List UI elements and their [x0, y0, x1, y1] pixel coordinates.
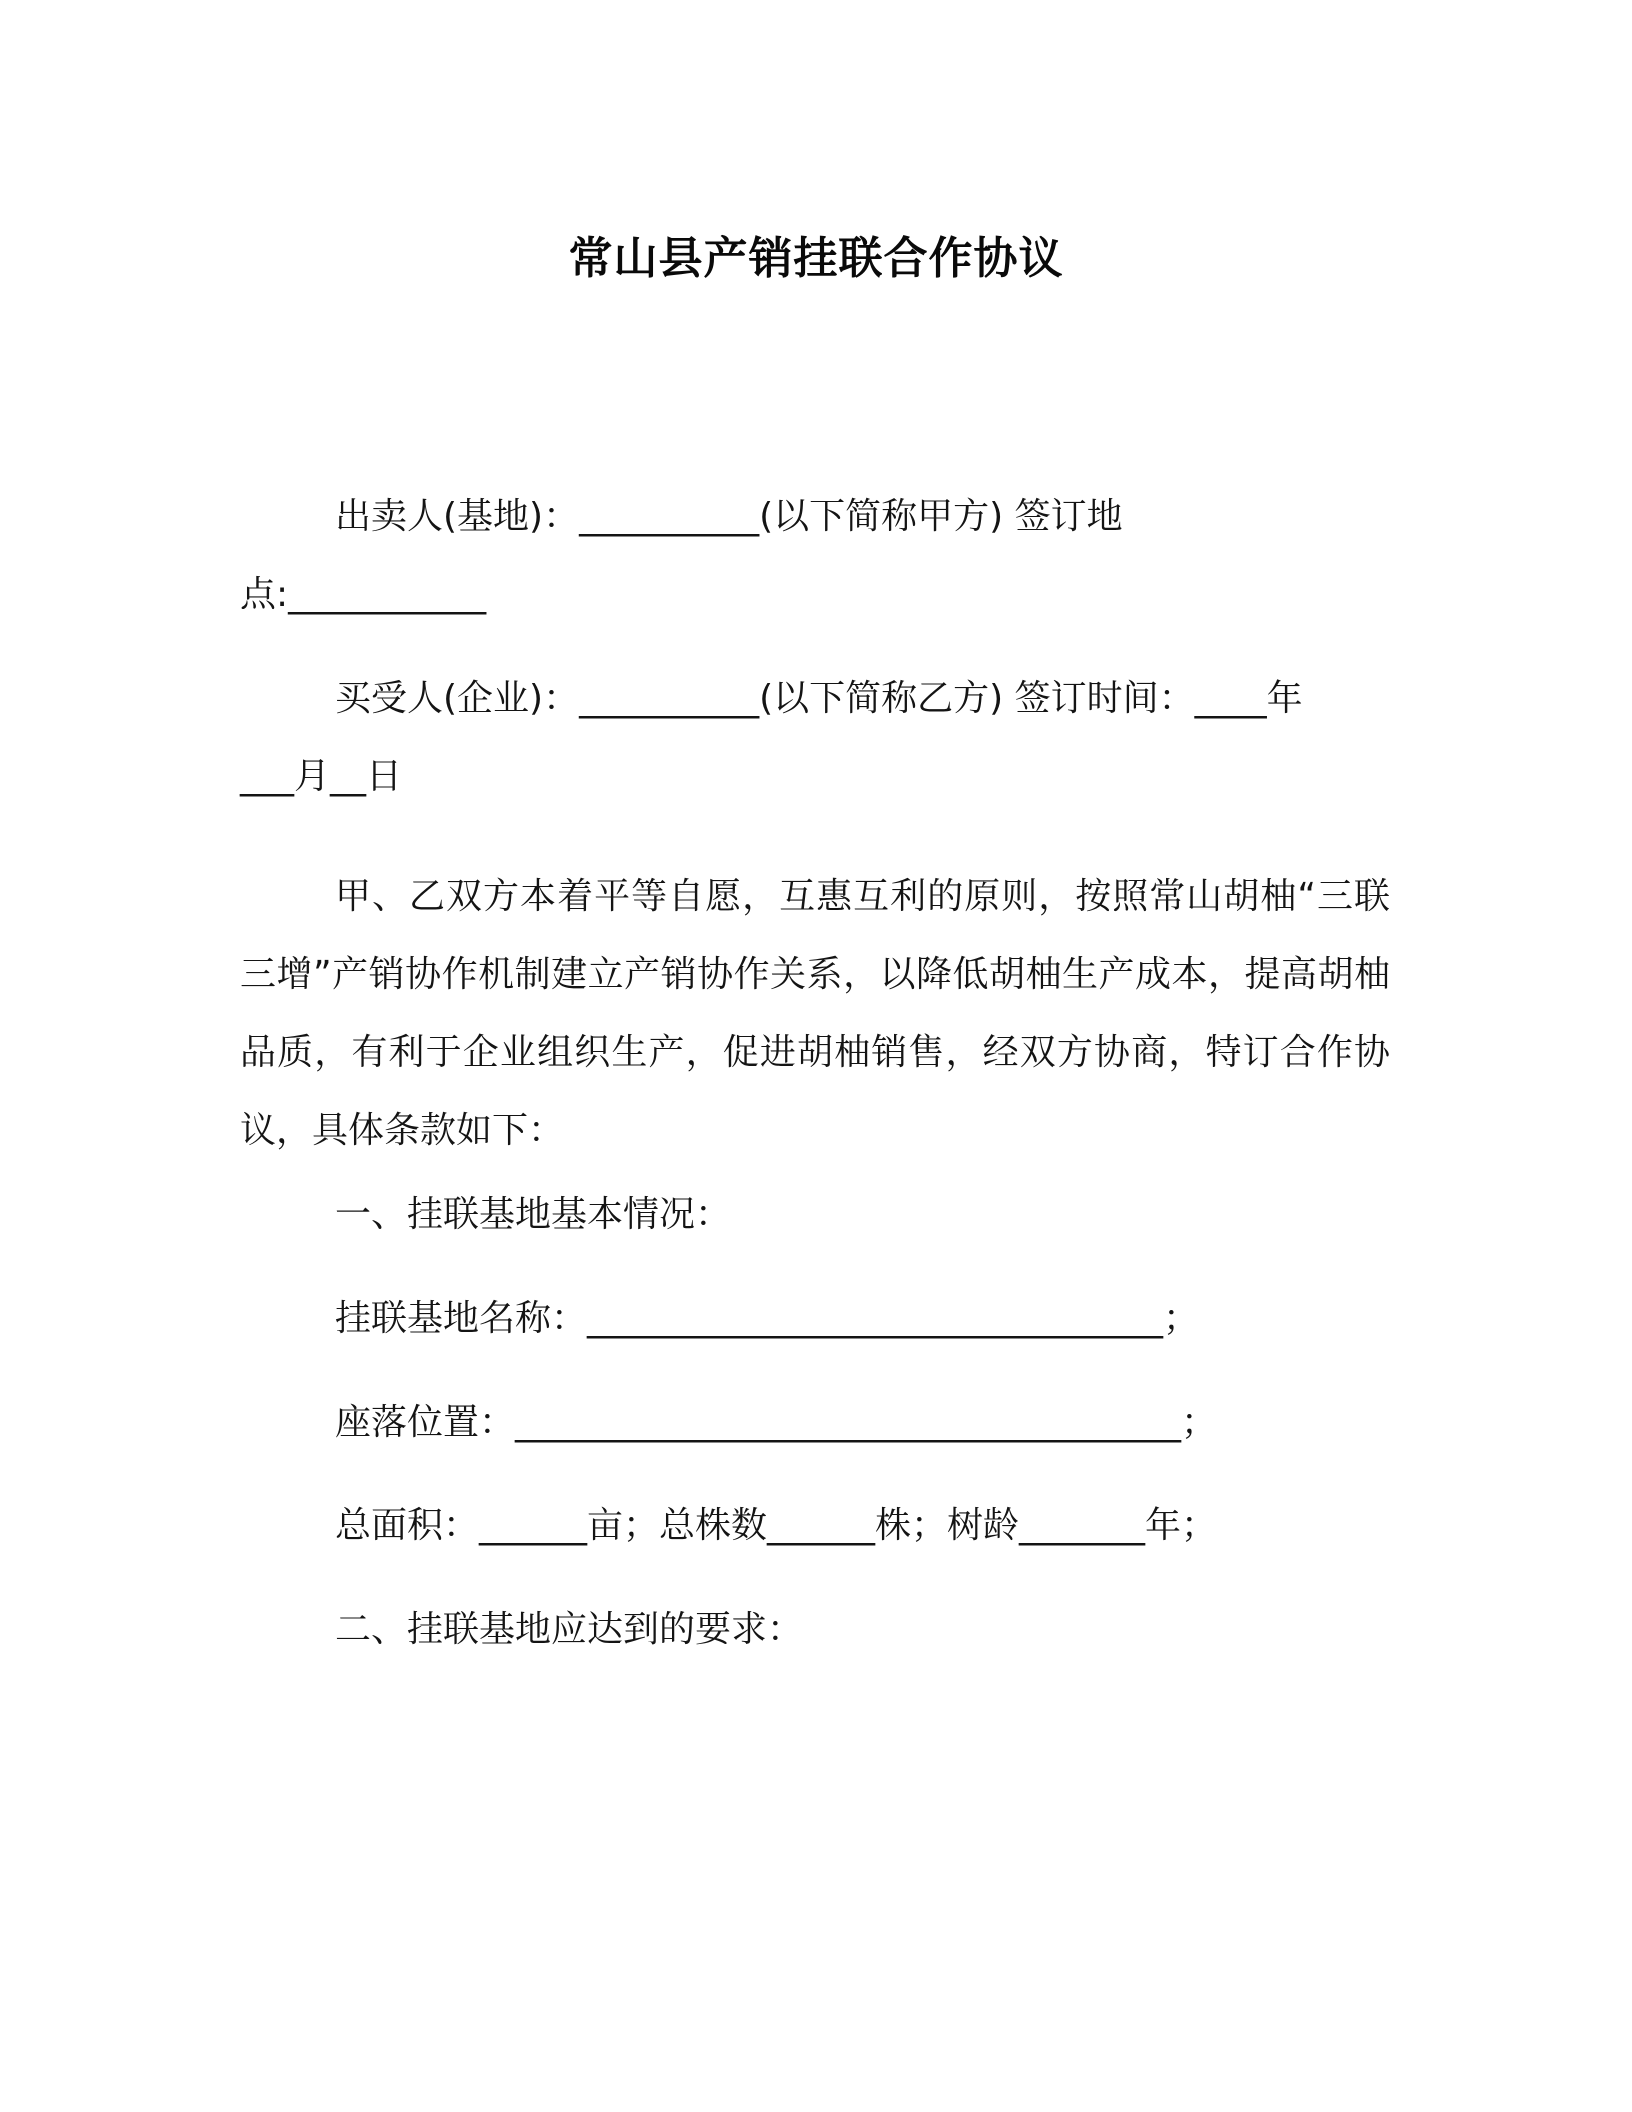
seller-line-2: 点:___________ [240, 574, 487, 615]
buyer-line-2: ___月__日 [240, 756, 403, 797]
location-line: 座落位置：_____________________________________； [335, 1402, 1218, 1443]
buyer-line-1: 买受人(企业)：__________(以下简称乙方) 签订时间：____年 [335, 678, 1303, 719]
intro-paragraph: 甲、乙双方本着平等自愿，互惠互利的原则，按照常山胡柚“三联三增”产销协作机制建立产销协作关系，以降低胡柚生产成本，提高胡柚品质，有利于企业组织生产，促进胡柚销售，经双方协商，特订合作协议，具体条款如下： [240, 876, 1390, 1151]
base-name-line: 挂联基地名称：________________________________； [335, 1298, 1200, 1339]
section-1-heading: 一、挂联基地基本情况： [335, 1194, 732, 1235]
area-line: 总面积：______亩；总株数______株；树龄_______年； [335, 1505, 1218, 1546]
section-2-heading: 二、挂联基地应达到的要求： [335, 1609, 804, 1650]
seller-line-1: 出卖人(基地)：__________(以下简称甲方) 签订地 [335, 496, 1123, 537]
document-title: 常山县产销挂联合作协议 [568, 233, 1064, 284]
